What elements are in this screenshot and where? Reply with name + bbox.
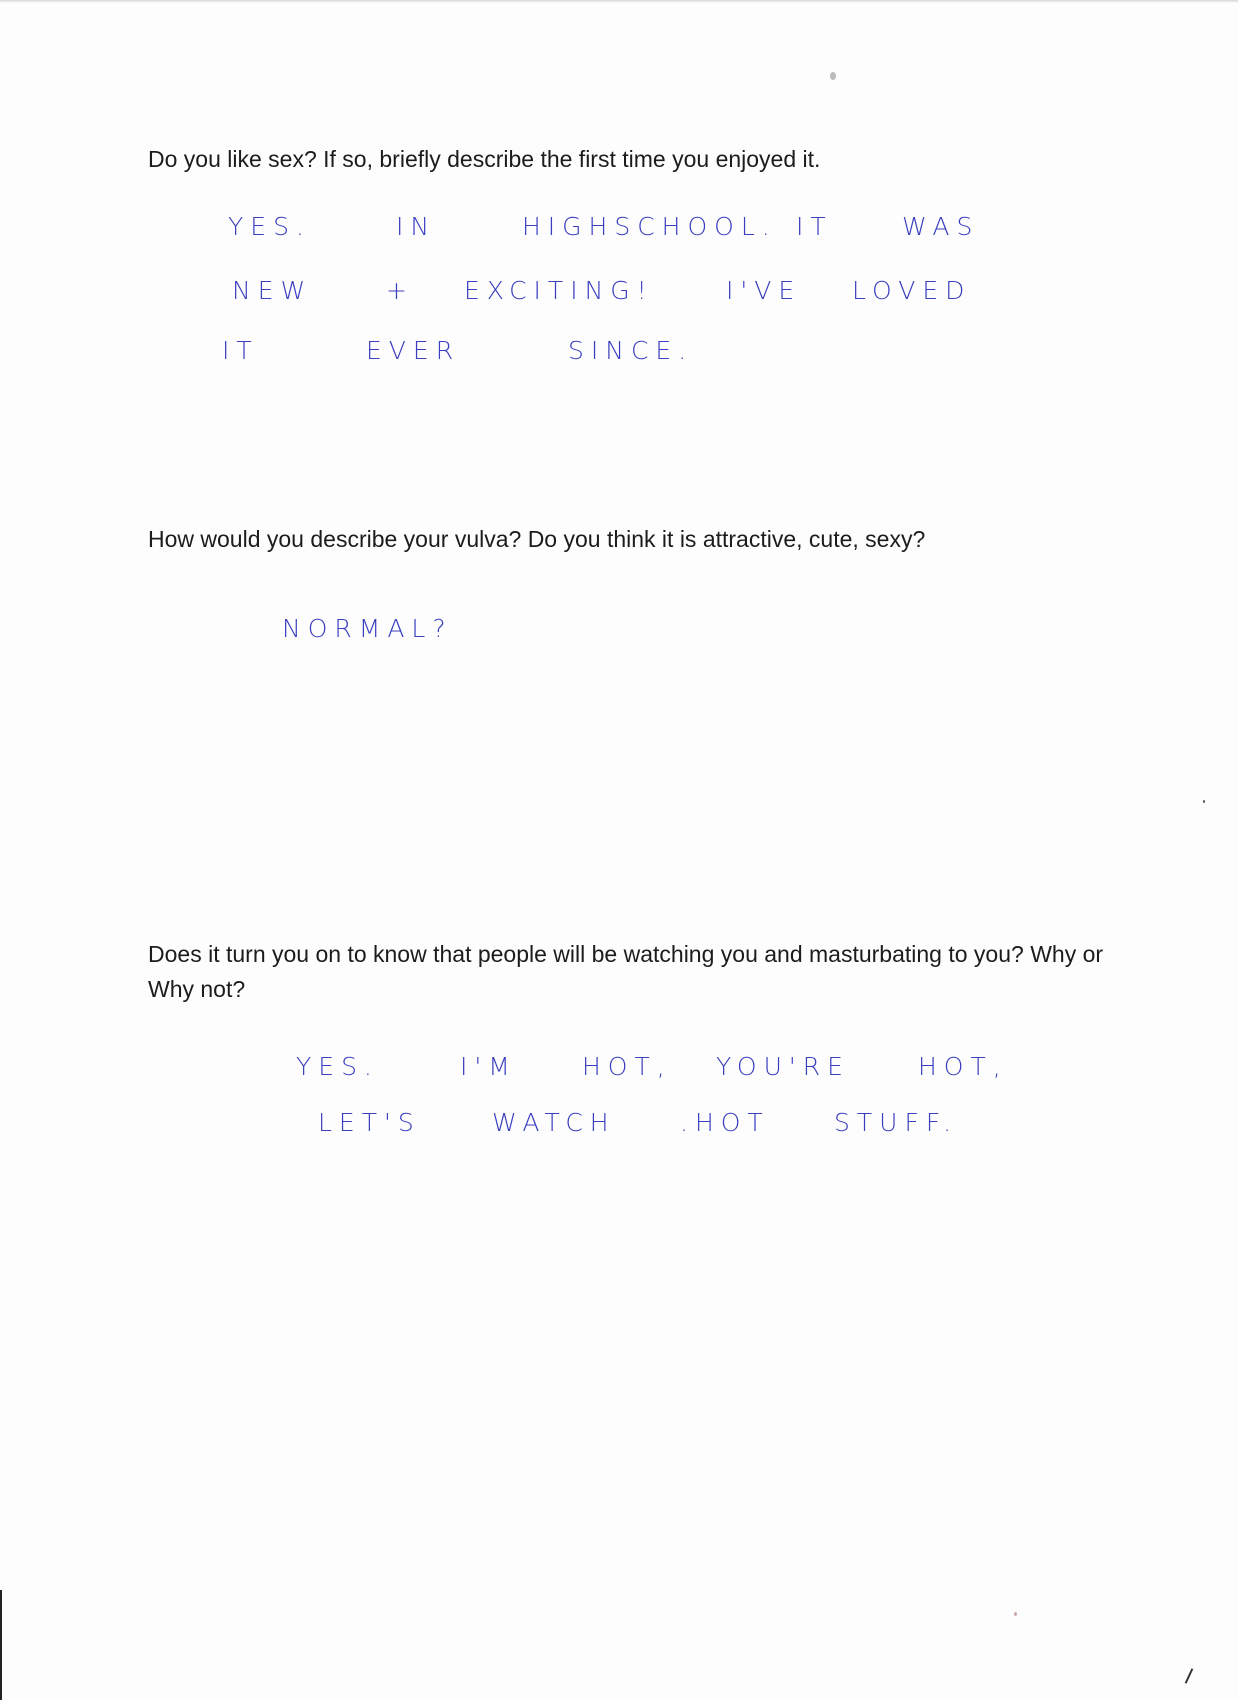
- answer-1-line-3: [0, 336, 1238, 370]
- scan-speck: [830, 72, 836, 80]
- handwritten-word: +: [386, 276, 414, 305]
- handwritten-word: HIGHSCHOOL.: [522, 212, 777, 241]
- scan-edge-left: [0, 1590, 2, 1700]
- answer-1-line-1: [0, 212, 1238, 246]
- handwritten-word: STUFF.: [834, 1108, 959, 1137]
- handwritten-word: NEW: [232, 276, 313, 305]
- question-3: Does it turn you on to know that people will be watching you and masturbating to you? Why or Why not?: [148, 941, 1104, 1002]
- handwritten-word: HOT,: [918, 1052, 1008, 1081]
- handwritten-word: IN: [396, 212, 437, 241]
- scan-mark: [1185, 1668, 1194, 1683]
- answer-3-line-1: [0, 1052, 1238, 1086]
- handwritten-word: LOVED: [852, 276, 972, 305]
- scan-speck: [1014, 1612, 1017, 1616]
- handwritten-word: LET'S: [318, 1108, 421, 1137]
- scan-speck: [1203, 800, 1205, 803]
- handwritten-word: SINCE.: [568, 336, 694, 365]
- handwritten-word: YES.: [228, 212, 311, 241]
- question-2: How would you describe your vulva? Do you think it is attractive, cute, sexy?: [148, 526, 926, 552]
- handwritten-word: EXCITING!: [464, 276, 654, 305]
- handwritten-word: .HOT: [680, 1108, 770, 1137]
- handwritten-word: HOT,: [582, 1052, 672, 1081]
- handwritten-word: IT: [796, 212, 833, 241]
- answer-1-line-2: [0, 276, 1238, 310]
- handwritten-word: NORMAL?: [282, 614, 453, 643]
- handwritten-word: IT: [222, 336, 259, 365]
- handwritten-word: YES.: [296, 1052, 379, 1081]
- handwritten-word: WATCH: [492, 1108, 616, 1137]
- answer-3-line-2: [0, 1108, 1238, 1148]
- handwritten-word: EVER: [366, 336, 461, 365]
- handwritten-word: WAS: [902, 212, 980, 241]
- handwritten-word: I'VE: [726, 276, 802, 305]
- handwritten-word: I'M: [460, 1052, 517, 1081]
- scan-edge: [0, 0, 1238, 3]
- handwritten-word: YOU'RE: [716, 1052, 850, 1081]
- answer-2-line-1: [0, 614, 1238, 654]
- question-1: Do you like sex? If so, briefly describe the first time you enjoyed it.: [148, 146, 821, 172]
